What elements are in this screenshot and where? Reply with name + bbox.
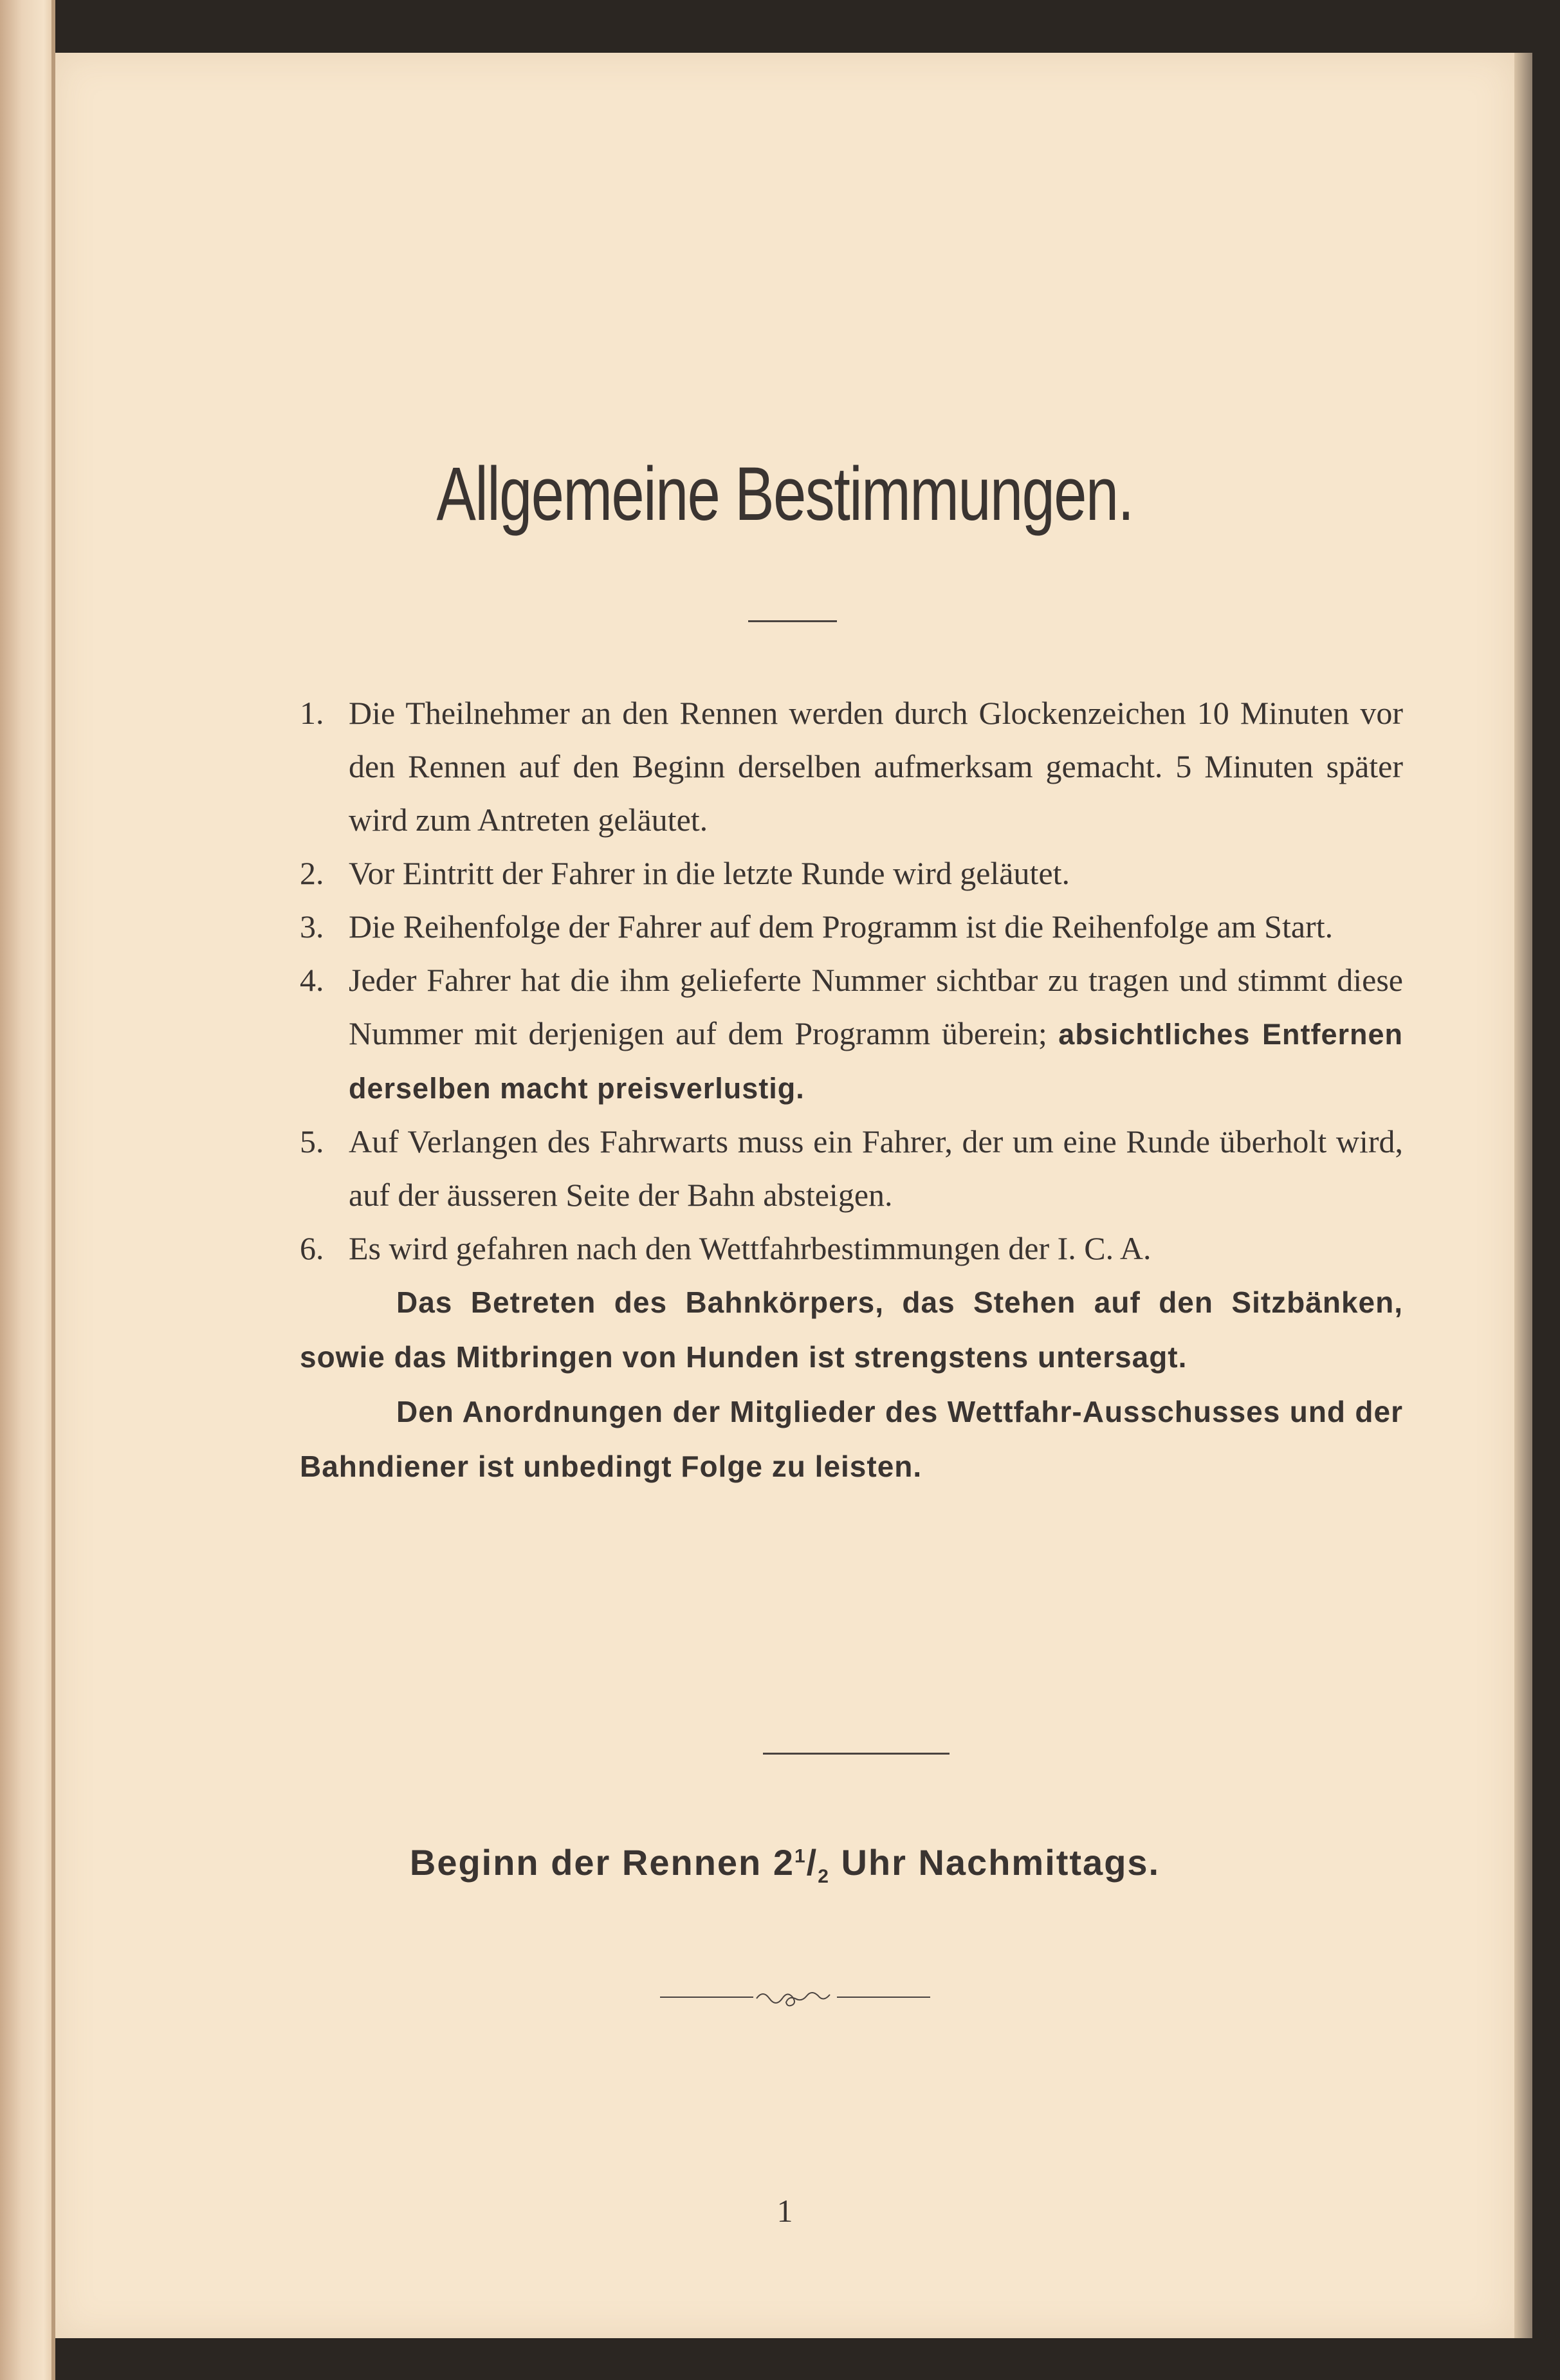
item-text: Vor Eintritt der Fahrer in die letzte Runde wird geläutet. xyxy=(349,855,1070,891)
item-text: Es wird gefahren nach den Wettfahrbestimmungen der I. C. A. xyxy=(349,1230,1152,1266)
list-item xyxy=(300,687,1403,847)
start-text-after: Uhr Nachmittags. xyxy=(841,1842,1161,1883)
start-text: Beginn der Rennen 2 xyxy=(409,1842,794,1883)
book-spine xyxy=(0,0,55,2380)
rules-list xyxy=(300,687,1403,1494)
item-text: Die Theilnehmer an den Rennen werden durch Glockenzeichen 10 Minuten vor den Rennen auf den Beginn derselben aufmerksam gemacht. 5 Minuten später wird zum Antreten geläutet. xyxy=(349,695,1403,838)
item-emphasis: absichtliches Entfernen derselben macht preisverlustig. xyxy=(349,1018,1404,1105)
start-time: Beginn der Rennen $2^1/_2$ Uhr Nachmittags. xyxy=(409,1842,1161,1888)
title-rule xyxy=(748,620,837,622)
list-item xyxy=(300,954,1403,1115)
item-number: 4. xyxy=(300,962,324,998)
notice-prohibition: Das Betreten des Bahnkörpers, das Stehen auf den Sitzbänken, sowie das Mitbringen von Hunden ist strengstens untersagt. xyxy=(300,1286,1403,1374)
item-number: 6. xyxy=(300,1230,324,1266)
item-number: 3. xyxy=(300,909,324,945)
item-number: 1. xyxy=(300,695,324,731)
page xyxy=(55,53,1514,2338)
page-edge xyxy=(1514,53,1532,2338)
ornament-divider-icon xyxy=(660,1984,930,2010)
item-text: Jeder Fahrer hat die ihm gelieferte Nummer sichtbar zu tragen und stimmt diese Nummer mit derjenigen auf dem Programm überein; xyxy=(349,962,1403,1051)
fraction-denominator: 2 xyxy=(818,1866,830,1888)
item-number: 5. xyxy=(300,1123,324,1159)
section-rule xyxy=(763,1753,950,1755)
fraction-numerator: 1 xyxy=(794,1845,807,1867)
list-item xyxy=(300,1222,1403,1275)
notice-obedience: Den Anordnungen der Mitglieder des Wettfahr-Ausschusses und der Bahndiener ist unbedingt Folge zu leisten. xyxy=(300,1395,1403,1483)
page-title: Allgemeine Bestimmungen. xyxy=(436,452,1133,537)
item-text: Die Reihenfolge der Fahrer auf dem Programm ist die Reihenfolge am Start. xyxy=(349,909,1334,945)
list-item xyxy=(300,1115,1403,1222)
item-number: 2. xyxy=(300,855,324,891)
item-text: Auf Verlangen des Fahrwarts muss ein Fahrer, der um eine Runde überholt wird, auf der äusseren Seite der Bahn absteigen. xyxy=(349,1123,1403,1213)
list-item xyxy=(300,847,1403,900)
list-item xyxy=(300,900,1403,954)
page-number: 1 xyxy=(776,2193,793,2229)
